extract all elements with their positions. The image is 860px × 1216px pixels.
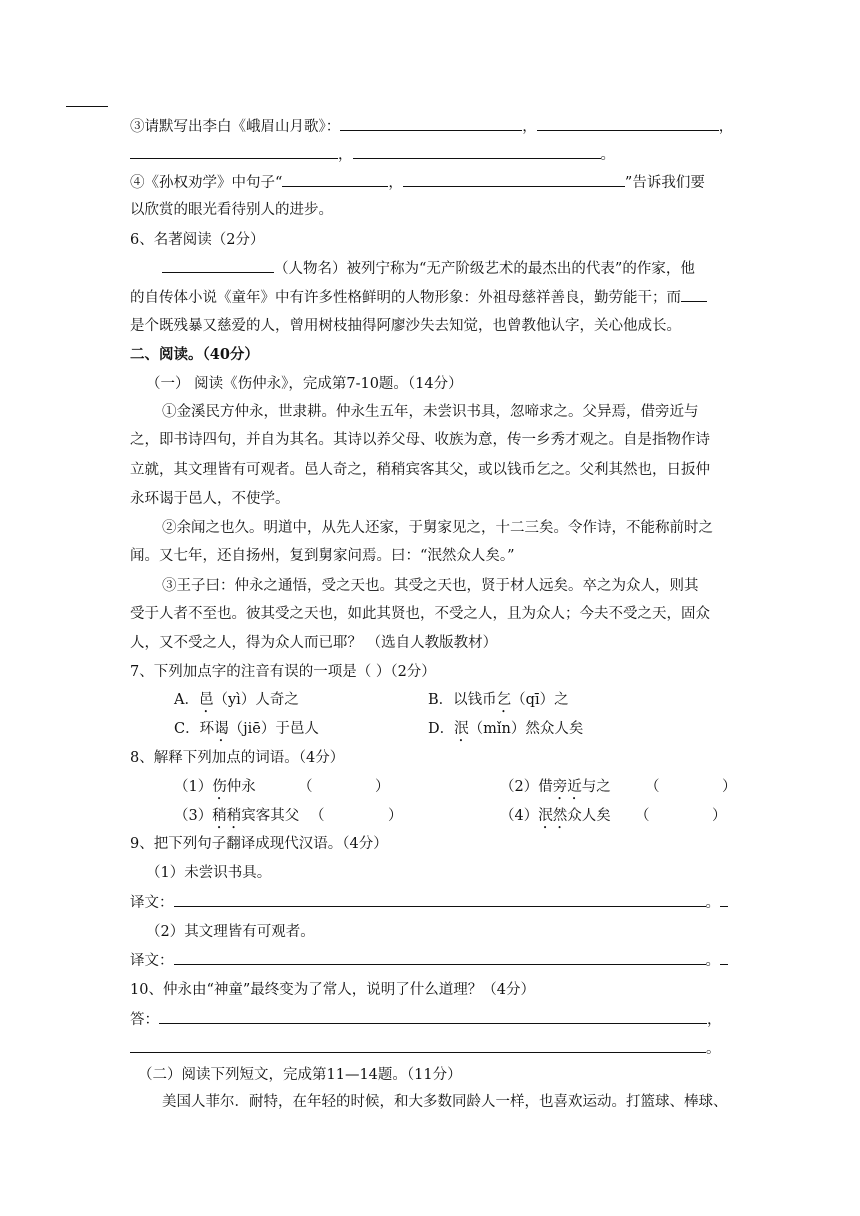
para1-line: 之，即书诗四句，并自为其名。其诗以养父母、收族为意，传一乡秀才观之。自是指物作诗 [130,432,710,448]
q8-item4: （4）泯然众人矣 [500,808,611,824]
q8-item1: （1）伤仲永 [174,779,256,795]
answer-line[interactable] [174,892,706,907]
q5-item4-line2: 以欣赏的眼光看待别人的进步。 [130,202,333,218]
q5-item3-text: ③请默写出李白《峨眉山月歌》： [130,119,341,135]
q10-answer-line1: 答： ， [130,1009,722,1030]
blank[interactable] [403,172,625,187]
para2-line: 闻。又七年，还自扬州，复到舅家问焉。曰：“泯然众人矣。” [130,548,515,564]
para1-line: ①金溪民方仲永，世隶耕。仲永生五年，未尝识书具，忽啼求之。父异焉，借旁近与 [162,404,699,420]
blank[interactable] [353,144,601,159]
para1-line: 永环谒于邑人，不使学。 [130,491,290,507]
blank[interactable] [282,172,388,187]
para1-line: 立就，其文理皆有可观者。邑人奇之，稍稍宾客其父，或以钱币乞之。父利其然也，日扳仲 [130,462,710,478]
q6-line2: 的自传体小说《童年》中有许多性格鲜明的人物形象：外祖母慈祥善良，勤劳能干；而 [130,287,707,308]
q6-line1: （人物名）被列宁称为“无产阶级艺术的最杰出的代表”的作家，他 [162,258,695,279]
q6-line3: 是个既残暴又慈爱的人，曾用树枝抽得阿廖沙失去知觉，也曾教他认字，关心他成长。 [130,318,681,334]
para3-line: 受于人者不至也。彼其受之天也，如此其贤也，不受之人，且为众人；今夫不受之天，固众 [130,606,710,622]
q8-item3: （3）稍稍宾客其父 [174,808,300,824]
blank[interactable] [681,287,707,302]
q7-option-c[interactable]: C．环谒（jiē）于邑人 [174,721,319,737]
q9-sentence2: （2）其文理皆有可观者。 [146,924,315,940]
part2-title: 二、阅读。（40分） [130,346,259,363]
q6-title: 6、名著阅读（2分） [130,232,265,248]
q9-answer2: 译文： 。 [130,950,728,971]
blank[interactable] [130,144,338,159]
q8-title: 8、解释下列加点的词语。（4分） [130,750,345,766]
top-rule [66,106,108,107]
section2-title: （二）阅读下列短文，完成第11—14题。（11分） [138,1067,462,1083]
answer-line[interactable] [159,1009,707,1024]
q10-title: 10、仲永由“神童”最终变为了常人，说明了什么道理？（4分） [130,982,535,998]
q5-item3-line2: ， 。 [130,144,615,165]
q8-item2: （2）借旁近与之 [500,779,611,795]
para3-line: ③王子曰：仲永之通悟，受之天也。其受之天也，贤于材人远矣。卒之为众人，则其 [162,578,699,594]
para3-line: 人，又不受之人，得为众人而已耶？ （选自人教版教材） [130,635,498,651]
q7-option-b[interactable]: B．以钱币乞（qī）之 [428,692,569,708]
q7-option-a[interactable]: A．邑（yì）人奇之 [174,692,299,708]
q5-item4-line1: ④《孙权劝学》中句子“ ， ”告诉我们要 [130,172,705,193]
q7-title: 7、下列加点字的注音有误的一项是（ ）（2分） [130,664,436,680]
q10-answer-line2: 。 [130,1038,721,1059]
blank[interactable] [162,258,274,273]
q5-item3-line1: ③请默写出李白《峨眉山月歌》： ， ， [130,116,733,137]
answer-line[interactable] [130,1038,706,1053]
para2-line: ②余闻之也久。明道中，从先人还家，于舅家见之，十二三矣。令作诗，不能称前时之 [162,520,713,536]
q7-option-d[interactable]: D．泯（mǐn）然众人矣 [428,721,584,737]
q9-answer1: 译文： 。 [130,892,728,913]
part2-section1-title: （一） 阅读《伤仲永》，完成第7-10题。（14分） [146,376,463,392]
section2-para1: 美国人菲尔．耐特，在年轻的时候，和大多数同龄人一样，也喜欢运动。打篮球、棒球、 [162,1094,728,1110]
blank[interactable] [340,116,522,131]
blank[interactable] [537,116,719,131]
q9-sentence1: （1）未尝识书具。 [146,865,272,881]
answer-line[interactable] [174,950,706,965]
q9-title: 9、把下列句子翻译成现代汉语。（4分） [130,836,388,852]
